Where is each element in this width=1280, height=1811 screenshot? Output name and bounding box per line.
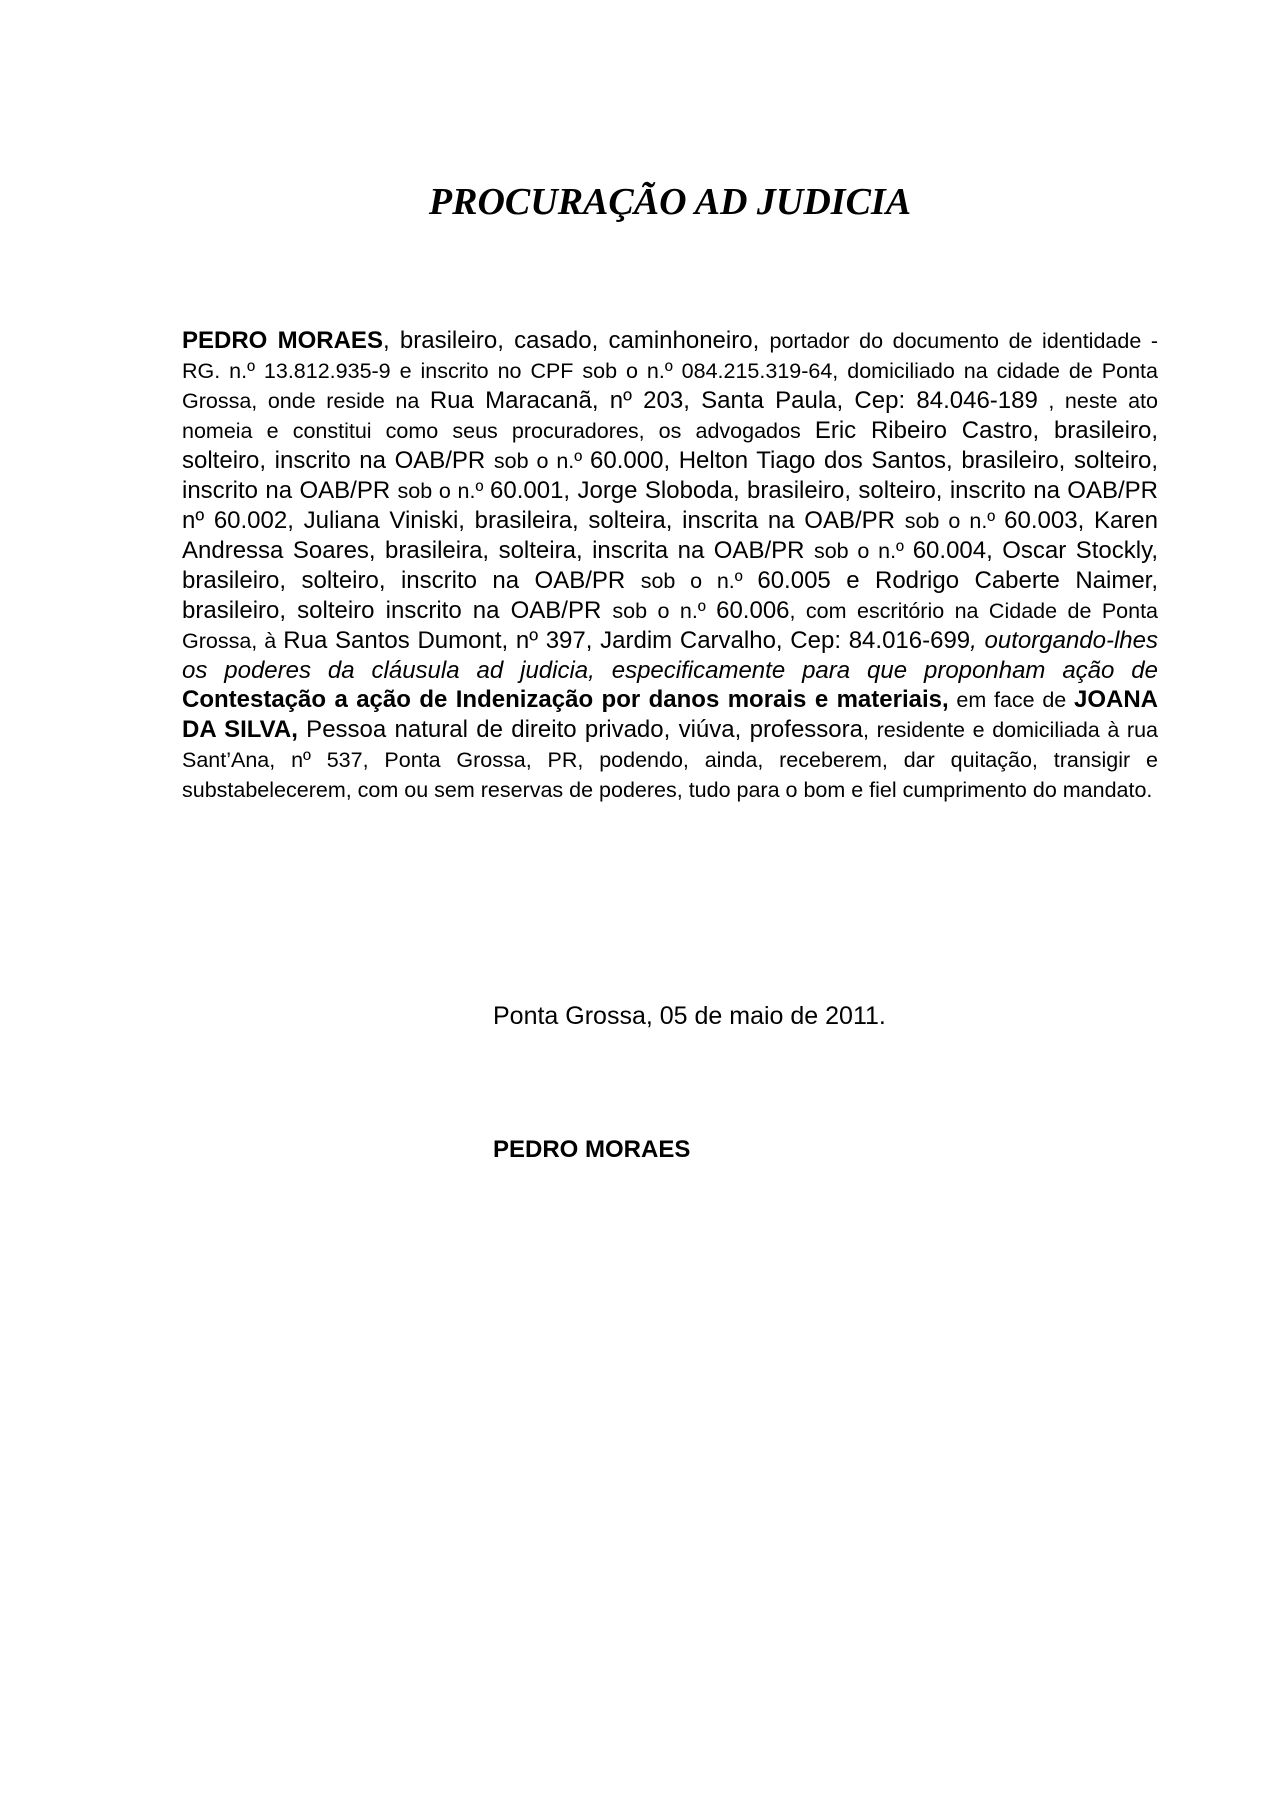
opposing-party-name: JOANA DA SILVA, [182, 686, 1158, 743]
body-text-segment: sob o n.º [904, 509, 1005, 533]
body-text-segment: , brasileiro, casado, caminhoneiro, [382, 327, 770, 354]
document-body-paragraph [182, 326, 1158, 805]
action-description: Contestação a ação de Indenização por danos morais e materiais, [182, 686, 949, 713]
body-text-segment: Pessoa natural de direito privado, viúva, professora [297, 716, 863, 743]
body-text-segment: sob o n.º [397, 479, 491, 503]
body-text-segment: Eric Ribeiro Castro, brasileiro, solteiro, inscrito na OAB/PR [182, 417, 1158, 474]
body-text-segment: sob o n.º [493, 449, 591, 473]
body-text-segment: Rua Santos Dumont, nº 397, Jardim Carvalho, Cep: 84.016-699 [283, 627, 971, 654]
body-text-segment: sob o n.º [612, 599, 717, 623]
body-text-segment: 60.000, Helton Tiago dos Santos, brasileiro, solteiro, inscrito na OAB/PR [182, 447, 1158, 504]
body-text-segment: Rua Maracanã, nº 203, Santa Paula, Cep: 84.046-189 [429, 387, 1038, 414]
body-text-segment: 60.004, Oscar Stockly, brasileiro, solteiro, inscrito na OAB/PR [182, 537, 1158, 594]
signature-name: PEDRO MORAES [493, 1136, 691, 1163]
document-title: PROCURAÇÃO AD JUDICIA [428, 181, 912, 223]
body-text-segment: , neste ato nomeia e constitui como seus procuradores, os advogados [182, 389, 1158, 443]
body-text-segment: 60.003, Karen Andressa Soares, brasileira, solteira, inscrita na OAB/PR [182, 507, 1158, 564]
grantor-name: PEDRO MORAES [182, 327, 383, 354]
body-text-segment: portador do documento de identidade - RG. n.º 13.812.935-9 e inscrito no CPF sob o n.º 084.215.319-64, domiciliado na cidade de Ponta Grossa, onde reside na [182, 329, 1159, 413]
powers-clause: , outorgando-lhes os poderes da cláusula ad judicia, especificamente para que proponham ação de [182, 627, 1159, 684]
body-text-segment: sob o n.º [640, 569, 758, 593]
body-text-segment: em face de [948, 688, 1074, 712]
body-text-segment: sob o n.º [813, 539, 913, 563]
place-and-date: Ponta Grossa, 05 de maio de 2011. [493, 1002, 886, 1030]
body-text-segment: 60.006 [716, 597, 790, 624]
body-text-segment: 60.001, Jorge Sloboda, brasileiro, solteiro, inscrito na OAB/PR nº 60.002, Juliana Viniski, brasileira, solteira, inscrita na OAB/PR [182, 477, 1158, 534]
body-text-segment: 60.005 e Rodrigo Caberte Naimer, brasileiro, solteiro inscrito na OAB/PR [182, 567, 1159, 624]
body-text-segment: , residente e domiciliada à rua Sant’Ana, nº 537, Ponta Grossa, PR, podendo, ainda, receberem, dar quitação, transigir e substabelecerem, com ou sem reservas de poderes, tudo para o bom e fiel cumprimento do mandato. [182, 718, 1159, 802]
body-text-segment: , com escritório na Cidade de Ponta Grossa, à [182, 599, 1159, 653]
